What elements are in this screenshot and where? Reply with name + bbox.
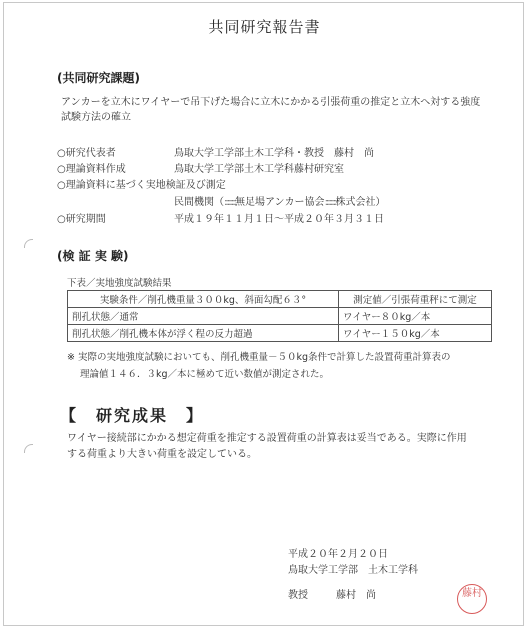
signature-date: 平成２０年２月２０日 [288,549,388,560]
punch-mark [24,239,33,248]
field-verification-value [174,193,386,208]
table-cell: 削孔状態／通常 [68,308,339,325]
table-row [68,325,492,342]
research-topic-line1: アンカーを立木にワイヤーで吊下げた場合に立木にかかる引張荷重の推定と立木へ対する強度 [61,97,481,108]
table-header-row [68,291,492,308]
period-label: ○研究期間 [57,214,106,225]
table-cell: 削孔状態／削孔機本体が浮く程の反力超過 [68,325,339,342]
redacted-mask: :::::::: [324,197,336,208]
note-line2: 理論値１４６．３kg／本に極めて近い数値が測定された。 [80,369,330,380]
signature-affiliation: 鳥取大学工学部 土木工学科 [288,565,418,576]
table-cell: ワイヤー８０kg／本 [339,308,492,325]
research-topic-line2: 試験方法の確立 [61,112,131,123]
punch-mark [24,444,33,453]
theory-label: ○理論資料作成 [57,164,126,175]
research-topic-heading: (共同研究課題) [57,71,140,85]
field-verification-label: ○理論資料に基づく実地検証及び測定 [57,180,226,191]
representative-value: 鳥取大学工学部土木工学科・教授 藤村 尚 [174,148,374,159]
signature-name: 藤村 尚 [336,590,376,601]
results-line2: する荷重より大きい荷重を設定している。 [67,449,257,460]
representative-label: ○研究代表者 [57,148,116,159]
theory-value: 鳥取大学工学部土木工学科藤村研究室 [174,164,344,175]
results-table [67,290,492,342]
results-line1: ワイヤー接続部にかかる想定荷重を推定する設置荷重の計算表は妥当である。実際に作用 [67,433,467,444]
table-caption: 下表／実地強度試験結果 [67,278,172,289]
field-value-mid: 無足場アンカー協会 [234,197,325,208]
redacted-mask: :::::::: [224,197,235,208]
period-value: 平成１９年１１月１日～平成２０年３月３１日 [174,214,384,225]
document-title: 共同研究報告書 [208,18,321,36]
signature-title: 教授 [288,590,308,601]
field-value-prefix: 民間機関（ [174,197,224,208]
verification-heading: (検 証 実 験) [57,249,129,263]
seal-stamp-text: 藤村 [462,588,482,599]
seal-stamp [457,584,487,614]
table-row [68,308,492,325]
note-line1: ※ 実際の実地強度試験においても、削孔機重量－５０kg条件で計算した設置荷重計算表の [67,352,451,363]
table-header-cell: 実験条件／削孔機重量３００kg、斜面勾配６３° [68,291,339,308]
table-header-cell: 測定値／引張荷重秤にて測定 [339,291,492,308]
table-cell: ワイヤー１５０kg／本 [339,325,492,342]
results-heading: 【 研究成果 】 [60,406,205,425]
field-value-suffix: 株式会社） [335,197,386,208]
